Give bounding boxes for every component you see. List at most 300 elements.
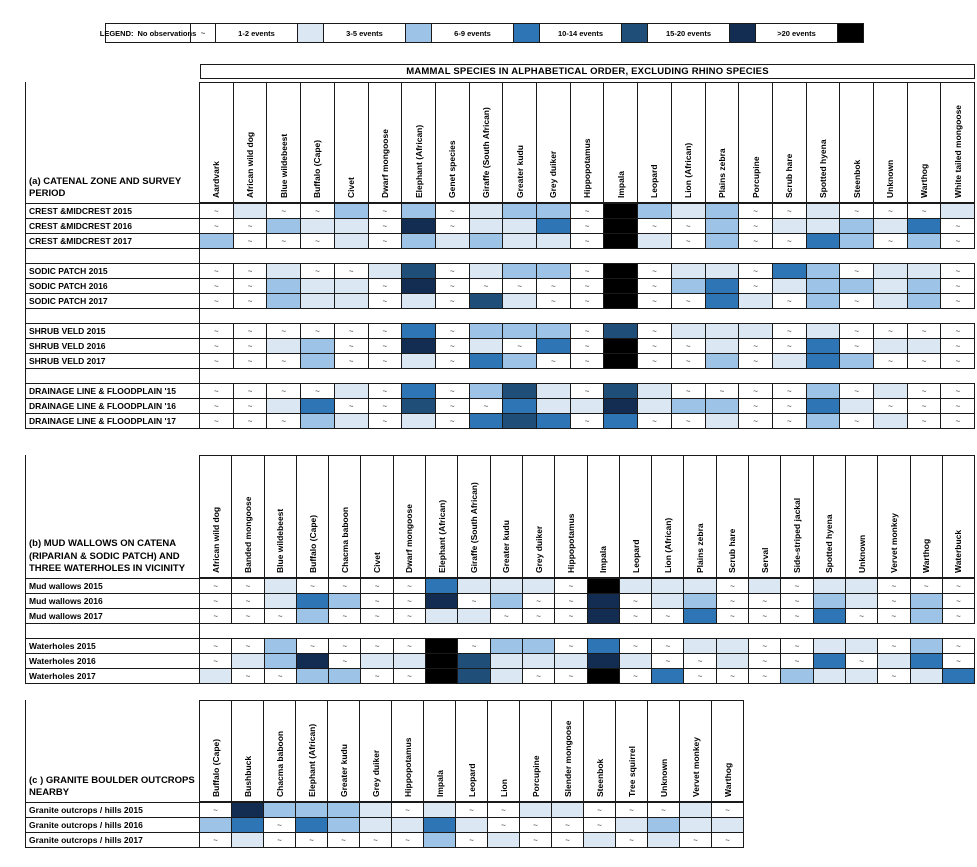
no-observations-symbol: ~ [629,835,634,845]
heatmap-cell [619,578,652,594]
heatmap-cell [839,413,874,429]
heatmap-cell [401,353,436,369]
no-observations-symbol: ~ [310,581,315,591]
heatmap-cell [264,638,297,654]
species-header-label: Giraffe (South African) [480,107,491,198]
heatmap-cell [328,653,361,669]
heatmap-cell [716,578,749,594]
heatmap-cell [907,203,942,219]
table-row [25,383,975,399]
no-observations-symbol: ~ [483,401,489,411]
heatmap-cell [587,608,620,624]
no-observations-symbol: ~ [281,356,287,366]
species-header-label: Impala [598,546,609,573]
heatmap-cell [813,578,846,594]
table-row [25,413,975,429]
heatmap-cell [551,802,584,818]
no-observations-symbol: ~ [665,611,671,621]
heatmap-cell [738,323,773,339]
no-observations-symbol: ~ [854,326,860,336]
heatmap-cell [300,263,335,279]
heatmap-cell [705,413,740,429]
heatmap-cell [839,233,874,249]
heatmap-cell [940,203,975,219]
species-header [683,455,716,578]
no-observations-symbol: ~ [584,356,590,366]
heatmap-cell [536,338,571,354]
no-observations-symbol: ~ [762,656,768,666]
heatmap-cell [683,668,716,684]
heatmap-cell [738,338,773,354]
heatmap-cell [502,203,537,219]
no-observations-symbol: ~ [536,596,541,606]
species-header [587,455,620,578]
heatmap-cell [907,353,942,369]
heatmap-cell [603,203,638,219]
species-header-label: Serval [759,547,770,573]
heatmap-cell [536,413,571,429]
heatmap-cell [425,578,458,594]
heatmap-cell [738,203,773,219]
no-observations-symbol: ~ [584,416,590,426]
no-observations-symbol: ~ [374,596,380,606]
heatmap-cell [716,653,749,669]
species-header [435,82,470,203]
heatmap-cell [199,218,234,234]
no-observations-symbol: ~ [753,266,758,276]
heatmap-cell [233,203,268,219]
heatmap-cell [738,398,773,414]
heatmap-cell [199,203,234,219]
heatmap-cell [300,293,335,309]
heatmap-cell [199,323,234,339]
legend-swatch-no-observations [190,23,216,43]
species-header [942,455,975,578]
species-header [780,455,813,578]
heatmap-cell [455,802,488,818]
no-observations-symbol: ~ [551,281,556,291]
no-observations-symbol: ~ [652,221,657,231]
legend-item-label [539,23,622,43]
heatmap-cell [490,638,523,654]
heatmap-cell [401,323,436,339]
no-observations-symbol: ~ [374,641,380,651]
row-label: Mud wallows 2015 [25,578,200,594]
species-header-label: Steenbok [851,159,862,198]
table-row [25,593,975,609]
no-observations-symbol: ~ [469,835,474,845]
species-header-row [200,455,975,578]
no-observations-symbol: ~ [753,341,758,351]
heatmap-cell [327,817,360,833]
group-gap-label-cell [25,309,200,323]
no-observations-symbol: ~ [342,641,348,651]
heatmap-cell [651,608,684,624]
species-header [264,455,297,578]
heatmap-cell [360,578,393,594]
no-observations-symbol: ~ [213,805,218,815]
no-observations-symbol: ~ [247,236,253,246]
heatmap-cell [199,353,234,369]
no-observations-symbol: ~ [859,656,864,666]
row-label: Waterholes 2015 [25,638,200,654]
heatmap-cell [806,323,841,339]
heatmap-cell [845,608,878,624]
heatmap-cell [940,233,975,249]
heatmap-cell [393,593,426,609]
heatmap-cell [266,278,301,294]
no-observations-symbol: ~ [407,641,412,651]
species-header-label: Greater kudu [514,145,525,198]
heatmap-cell [748,578,781,594]
heatmap-cell [615,802,648,818]
heatmap-cell [502,233,537,249]
no-observations-symbol: ~ [854,416,860,426]
no-observations-symbol: ~ [533,835,538,845]
heatmap-cell [401,413,436,429]
heatmap-cell [839,218,874,234]
species-header [231,455,264,578]
heatmap-cell [873,413,908,429]
heatmap-cell [522,668,555,684]
heatmap-cell [570,263,605,279]
row-label: Waterholes 2016 [25,653,200,669]
legend-swatch-level-2 [405,23,432,43]
heatmap-cell [490,578,523,594]
legend-item-label [431,23,514,43]
heatmap-cell [295,817,328,833]
no-observations-symbol: ~ [348,266,354,276]
no-observations-symbol: ~ [407,581,412,591]
heatmap-cell [231,608,264,624]
species-header-label: Genet species [447,140,458,198]
heatmap-cell [637,353,672,369]
heatmap-cell [772,338,807,354]
heatmap-cell [551,832,584,848]
heatmap-cell [907,293,942,309]
heatmap-cell [615,832,648,848]
species-header-label: Lion (African) [683,142,694,198]
no-observations-symbol: ~ [891,581,897,591]
heatmap-cell [368,398,403,414]
no-observations-symbol: ~ [315,386,320,396]
heatmap-cell [300,218,335,234]
section-rows [25,203,975,429]
heatmap-cell [679,832,712,848]
no-observations-symbol: ~ [551,296,556,306]
heatmap-cell [877,608,910,624]
heatmap-cell [296,608,329,624]
species-header-row [200,82,975,203]
legend-title-cell [99,23,197,43]
heatmap-cell [401,203,436,219]
heatmap-cell [907,398,942,414]
species-header-label: Scrub hare [784,153,795,198]
species-header [738,82,773,203]
no-observations-symbol: ~ [891,671,897,681]
species-header-label: Slender mongoose [562,720,573,797]
heatmap-cell [435,203,470,219]
no-observations-symbol: ~ [247,401,253,411]
heatmap-cell [231,817,264,833]
row-label: SHRUB VELD 2015 [25,323,200,339]
species-header-label: Porcupine [530,755,541,797]
heatmap-cell [502,323,537,339]
heatmap-cell [423,802,456,818]
heatmap-cell [536,323,571,339]
heatmap-cell [907,233,942,249]
heatmap-cell [647,802,680,818]
no-observations-symbol: ~ [213,656,218,666]
no-observations-symbol: ~ [405,835,410,845]
heatmap-cell [806,218,841,234]
heatmap-cell [907,383,942,399]
heatmap-cell [231,832,264,848]
heatmap-cell [360,653,393,669]
heatmap-cell [469,338,504,354]
no-observations-symbol: ~ [725,835,730,845]
heatmap-cell [487,802,520,818]
heatmap-cell [845,638,878,654]
heatmap-cell [435,263,470,279]
species-header-label: Buffalo (Cape) [307,514,318,573]
no-observations-symbol: ~ [730,671,735,681]
heatmap-cell [813,593,846,609]
no-observations-symbol: ~ [786,341,792,351]
table-row [25,802,744,818]
no-observations-symbol: ~ [584,386,590,396]
species-header [423,700,456,802]
heatmap-cell [266,353,301,369]
heatmap-cell [231,668,264,684]
species-header-label: Chacma baboon [339,506,350,573]
no-observations-symbol: ~ [921,206,927,216]
heatmap-cell [683,608,716,624]
heatmap-cell [199,593,232,609]
row-label: SHRUB VELD 2017 [25,353,200,369]
no-observations-symbol: ~ [382,221,388,231]
legend-item-text: 10-14 events [557,28,604,38]
heatmap-cell [813,668,846,684]
heatmap-cell [873,218,908,234]
heatmap-cell [469,233,504,249]
heatmap-cell [780,668,813,684]
no-observations-symbol: ~ [955,221,961,231]
row-label: Granite outcrops / hills 2017 [25,832,200,848]
heatmap-cell [368,338,403,354]
species-header [705,82,740,203]
heatmap-cell [570,398,605,414]
heatmap-cell [603,413,638,429]
no-observations-symbol: ~ [341,835,346,845]
heatmap-cell [907,338,942,354]
heatmap-cell [199,233,234,249]
no-observations-symbol: ~ [533,820,538,830]
no-observations-symbol: ~ [730,596,735,606]
species-header [296,455,329,578]
heatmap-cell [522,638,555,654]
heatmap-cell [554,593,587,609]
no-observations-symbol: ~ [213,581,218,591]
heatmap-cell [587,578,620,594]
heatmap-cell [873,323,908,339]
species-header-label: Elephant (African) [436,499,447,573]
heatmap-cell [772,398,807,414]
heatmap-cell [806,263,841,279]
heatmap-cell [233,293,268,309]
heatmap-cell [457,608,490,624]
heatmap-cell [457,668,490,684]
no-observations-symbol: ~ [921,401,927,411]
heatmap-cell [705,218,740,234]
group-gap-label-cell [25,369,200,383]
species-header-label: White tailed mongoose [952,104,963,198]
row-label: CREST &MIDCREST 2017 [25,233,200,249]
heatmap-cell [360,608,393,624]
heatmap-cell [435,218,470,234]
heatmap-cell [266,323,301,339]
species-header-label: Blue wildebeest [275,508,286,573]
no-observations-symbol: ~ [685,416,691,426]
heatmap-cell [536,398,571,414]
legend [99,23,878,43]
species-header [651,455,684,578]
no-observations-symbol: ~ [762,641,768,651]
heatmap-cell [199,638,232,654]
heatmap-cell [910,668,943,684]
no-observations-symbol: ~ [374,611,380,621]
heatmap-cell [637,383,672,399]
heatmap-cell [522,608,555,624]
heatmap-cell [391,832,424,848]
no-observations-symbol: ~ [956,641,961,651]
row-label: Granite outcrops / hills 2016 [25,817,200,833]
heatmap-cell [877,653,910,669]
heatmap-cell [233,338,268,354]
heatmap-cell [637,278,672,294]
heatmap-cell [487,817,520,833]
heatmap-cell [469,293,504,309]
species-header [266,82,301,203]
heatmap-cell [587,593,620,609]
heatmap-cell [457,653,490,669]
heatmap-cell [231,638,264,654]
species-header [748,455,781,578]
heatmap-cell [519,817,552,833]
species-header [457,455,490,578]
species-header-label: Tree squirrel [626,745,637,797]
species-header-label: Chacma baboon [274,730,285,797]
heatmap-cell [671,398,706,414]
no-observations-symbol: ~ [652,266,657,276]
no-observations-symbol: ~ [568,596,574,606]
heatmap-cell [455,832,488,848]
no-observations-symbol: ~ [245,596,251,606]
heatmap-cell [435,383,470,399]
species-header [536,82,571,203]
heatmap-cell [907,263,942,279]
section-label-text: (c ) GRANITE BOULDER OUTCROPS NEARBY [29,774,195,799]
heatmap-cell [705,383,740,399]
no-observations-symbol: ~ [277,820,282,830]
no-observations-symbol: ~ [315,266,320,276]
heatmap-cell [619,668,652,684]
heatmap-cell [873,203,908,219]
heatmap-cell [300,353,335,369]
heatmap-cell [587,653,620,669]
heatmap-cell [738,218,773,234]
heatmap-cell [637,293,672,309]
heatmap-cell [233,218,268,234]
heatmap-cell [425,668,458,684]
heatmap-cell [839,353,874,369]
no-observations-symbol: ~ [503,611,509,621]
heatmap-cell [603,323,638,339]
heatmap-cell [716,638,749,654]
heatmap-cell [780,608,813,624]
heatmap-cell [502,383,537,399]
heatmap-cell [806,293,841,309]
species-header [940,82,975,203]
species-header-label: Vervet monkey [888,512,899,573]
no-observations-symbol: ~ [315,326,320,336]
no-observations-symbol: ~ [348,401,354,411]
species-header [603,82,638,203]
legend-swatch-level-4 [621,23,648,43]
species-header-label: Lion [498,779,509,797]
heatmap-cell [435,353,470,369]
heatmap-cell [199,608,232,624]
no-observations-symbol: ~ [382,206,388,216]
no-observations-symbol: ~ [449,356,455,366]
species-header-label: Grey duiker [548,150,559,198]
no-observations-symbol: ~ [277,835,282,845]
legend-no-observations-label: No observations [137,28,197,38]
heatmap-cell [487,832,520,848]
table-row [25,817,744,833]
heatmap-cell [671,323,706,339]
heatmap-cell [264,593,297,609]
species-header [873,82,908,203]
no-observations-symbol: ~ [281,386,287,396]
no-observations-symbol: ~ [309,835,314,845]
no-observations-symbol: ~ [200,28,206,38]
heatmap-cell [705,278,740,294]
no-observations-symbol: ~ [214,266,219,276]
heatmap-cell [637,338,672,354]
no-observations-symbol: ~ [501,805,506,815]
heatmap-cell [910,653,943,669]
heatmap-cell [705,203,740,219]
heatmap-cell [359,832,392,848]
no-observations-symbol: ~ [565,820,570,830]
no-observations-symbol: ~ [888,236,893,246]
no-observations-symbol: ~ [382,326,388,336]
heatmap-cell [806,353,841,369]
table-row [25,653,975,669]
no-observations-symbol: ~ [753,206,758,216]
heatmap-cell [233,353,268,369]
no-observations-symbol: ~ [405,805,410,815]
heatmap-cell [296,578,329,594]
heatmap-cell [423,817,456,833]
species-header-label: Lion (African) [662,517,673,573]
heatmap-cell [469,413,504,429]
species-header [839,82,874,203]
no-observations-symbol: ~ [214,221,219,231]
heatmap-cell [570,218,605,234]
heatmap-cell [334,278,369,294]
